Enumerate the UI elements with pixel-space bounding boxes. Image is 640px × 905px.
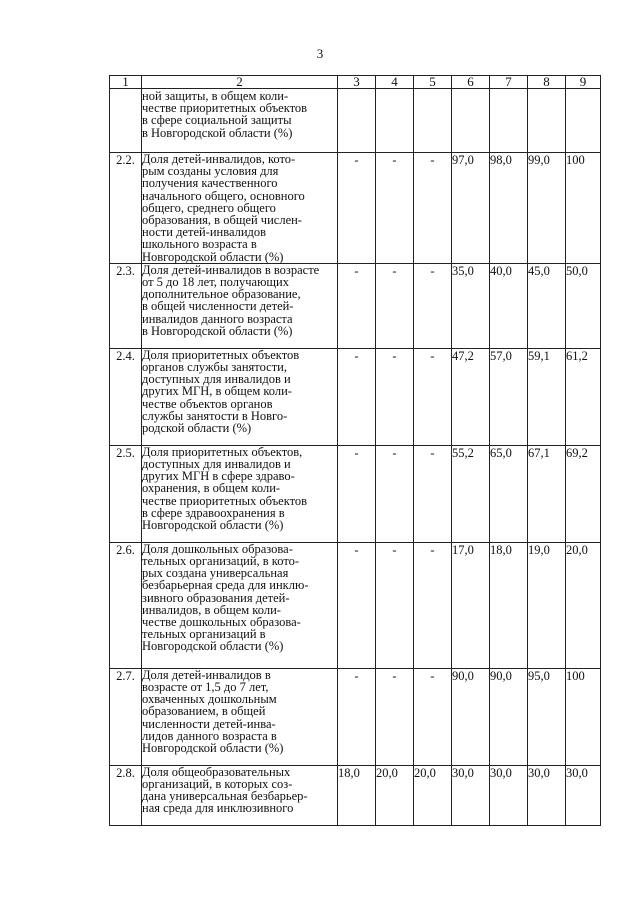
row-number: 2.5. (110, 445, 142, 542)
row-description: Доля дошкольных образова- тельных организаций, в кото- рых создана универсальная безбарьерная среда для инклю- зивного образования детей- инвалидов, в общем коли- честве дошкольных образова- тельных организаций в Новгородской области (%) (142, 542, 338, 668)
value-cell: - (414, 153, 452, 264)
row-number: 2.3. (110, 263, 142, 348)
value-cell: 95,0 (528, 668, 566, 765)
value-cell: 18,0 (490, 542, 528, 668)
table-row (110, 542, 601, 668)
value-cell: 20,0 (414, 765, 452, 825)
value-cell: 40,0 (490, 263, 528, 348)
page-number: 3 (316, 46, 324, 61)
row-description: Доля приоритетных объектов, доступных для инвалидов и других МГН в сфере здраво- охранения, в общем коли- честве приоритетных объектов в сфере здравоохранения в Новгородской области (%) (142, 445, 338, 542)
value-cell: - (376, 348, 414, 445)
table-row (110, 153, 601, 264)
header-cell: 4 (376, 76, 414, 89)
table-row (110, 445, 601, 542)
value-cell: - (414, 542, 452, 668)
header-row (110, 76, 601, 89)
row-description: Доля общеобразовательных организаций, в которых соз- дана универсальная безбарьер- ная среда для инклюзивного (142, 765, 338, 825)
value-cell: - (338, 348, 376, 445)
row-description: Доля детей-инвалидов в возрасте от 5 до 18 лет, получающих дополнительное образование, в общей численности детей- инвалидов данного возраста в Новгородской области (%) (142, 263, 338, 348)
value-cell: 30,0 (528, 765, 566, 825)
value-cell: 100 (566, 668, 601, 765)
value-cell: - (414, 668, 452, 765)
header-cell: 9 (566, 76, 601, 89)
header-cell: 8 (528, 76, 566, 89)
value-cell: - (376, 445, 414, 542)
row-number: 2.7. (110, 668, 142, 765)
value-cell (414, 89, 452, 153)
value-cell: - (338, 668, 376, 765)
value-cell: - (376, 153, 414, 264)
row-number (110, 89, 142, 153)
row-description: Доля детей-инвалидов, кото- рым созданы условия для получения качественного начального общего, основного общего, среднего общего образования, в общей числен- ности детей-инвалидов школьного возраста в Новгородской области (%) (142, 153, 338, 264)
value-cell: 100 (566, 153, 601, 264)
header-cell: 2 (142, 76, 338, 89)
value-cell: 20,0 (376, 765, 414, 825)
value-cell: 59,1 (528, 348, 566, 445)
value-cell: - (338, 263, 376, 348)
value-cell: 69,2 (566, 445, 601, 542)
value-cell: - (376, 263, 414, 348)
table-row (110, 348, 601, 445)
table-row (110, 263, 601, 348)
value-cell: 17,0 (452, 542, 490, 668)
value-cell: - (414, 348, 452, 445)
row-description: Доля приоритетных объектов органов службы занятости, доступных для инвалидов и других МГН, в общем коли- честве объектов органов службы занятости в Новго- родской области (%) (142, 348, 338, 445)
value-cell (452, 89, 490, 153)
header-cell: 1 (110, 76, 142, 89)
value-cell: 61,2 (566, 348, 601, 445)
header-cell: 7 (490, 76, 528, 89)
value-cell: 97,0 (452, 153, 490, 264)
value-cell: 90,0 (490, 668, 528, 765)
value-cell (528, 89, 566, 153)
value-cell (338, 89, 376, 153)
value-cell: 30,0 (490, 765, 528, 825)
row-description: ной защиты, в общем коли- честве приоритетных объектов в сфере социальной защиты в Новгородской области (%) (142, 89, 338, 153)
value-cell: 57,0 (490, 348, 528, 445)
row-number: 2.6. (110, 542, 142, 668)
value-cell: 35,0 (452, 263, 490, 348)
value-cell: 90,0 (452, 668, 490, 765)
value-cell: - (414, 445, 452, 542)
value-cell (566, 89, 601, 153)
value-cell: 98,0 (490, 153, 528, 264)
value-cell: 20,0 (566, 542, 601, 668)
value-cell: - (376, 542, 414, 668)
row-number: 2.8. (110, 765, 142, 825)
value-cell: - (376, 668, 414, 765)
header-cell: 5 (414, 76, 452, 89)
value-cell: 19,0 (528, 542, 566, 668)
row-description: Доля детей-инвалидов в возрасте от 1,5 до 7 лет, охваченных дошкольным образованием, в общей численности детей-инва- лидов данного возраста в Новгородской области (%) (142, 668, 338, 765)
value-cell: 99,0 (528, 153, 566, 264)
value-cell: - (414, 263, 452, 348)
value-cell: - (338, 153, 376, 264)
header-cell: 6 (452, 76, 490, 89)
value-cell (376, 89, 414, 153)
value-cell: 47,2 (452, 348, 490, 445)
row-number: 2.4. (110, 348, 142, 445)
indicator-table (109, 75, 601, 826)
value-cell: 55,2 (452, 445, 490, 542)
value-cell: 45,0 (528, 263, 566, 348)
value-cell: 30,0 (452, 765, 490, 825)
value-cell: 30,0 (566, 765, 601, 825)
value-cell: 67,1 (528, 445, 566, 542)
table-row (110, 89, 601, 153)
row-number: 2.2. (110, 153, 142, 264)
value-cell (490, 89, 528, 153)
table-row (110, 765, 601, 825)
header-cell: 3 (338, 76, 376, 89)
value-cell: - (338, 542, 376, 668)
value-cell: - (338, 445, 376, 542)
table-row (110, 668, 601, 765)
value-cell: 65,0 (490, 445, 528, 542)
value-cell: 50,0 (566, 263, 601, 348)
value-cell: 18,0 (338, 765, 376, 825)
